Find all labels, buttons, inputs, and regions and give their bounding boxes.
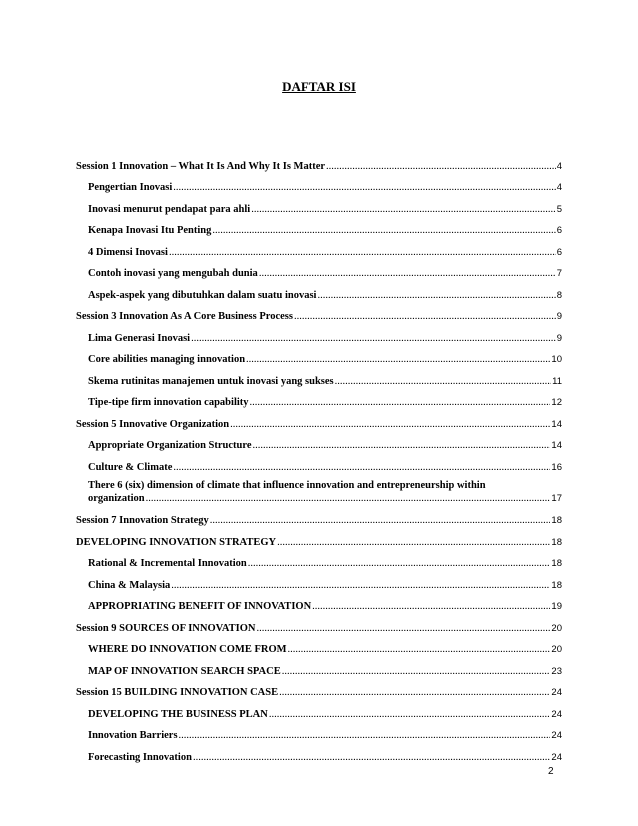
toc-dot-leader bbox=[257, 623, 551, 634]
toc-dot-leader bbox=[248, 558, 551, 569]
toc-entry[interactable] bbox=[76, 215, 562, 237]
toc-entry[interactable] bbox=[76, 172, 562, 194]
toc-entry-title: Forecasting Innovation bbox=[88, 751, 192, 763]
toc-entry-title: China & Malaysia bbox=[88, 579, 171, 591]
toc-entry[interactable] bbox=[76, 236, 562, 258]
toc-entry-title: There 6 (six) dimension of climate that influence innovation and entrepreneurship within bbox=[88, 479, 486, 491]
toc-dot-leader bbox=[246, 354, 550, 365]
toc-entry-page: 5 bbox=[556, 203, 562, 215]
toc-dot-leader bbox=[250, 397, 551, 408]
toc-dot-leader bbox=[277, 537, 550, 548]
toc-dot-leader bbox=[269, 709, 551, 720]
toc-entry[interactable] bbox=[76, 591, 562, 613]
toc-entry[interactable] bbox=[76, 408, 562, 430]
toc-entry-page: 18 bbox=[551, 558, 562, 569]
toc-entry[interactable] bbox=[76, 258, 562, 280]
toc-entry-title: DEVELOPING THE BUSINESS PLAN bbox=[88, 708, 268, 720]
toc-entry-title: Core abilities managing innovation bbox=[88, 354, 246, 365]
toc-entry-title: Innovation Barriers bbox=[88, 730, 178, 741]
toc-entry-title: Session 9 SOURCES OF INNOVATION bbox=[76, 622, 256, 634]
toc-entry-title: APPROPRIATING BENEFIT OF INNOVATION bbox=[88, 601, 312, 612]
toc-entry-page: 20 bbox=[551, 644, 562, 655]
toc-entry-page: 18 bbox=[551, 515, 562, 526]
toc-dot-leader bbox=[146, 492, 551, 505]
toc-dot-leader bbox=[251, 204, 556, 215]
toc-entry[interactable] bbox=[76, 365, 562, 387]
toc-entry-page: 6 bbox=[556, 246, 562, 258]
toc-entry[interactable] bbox=[76, 430, 562, 452]
toc-dot-leader bbox=[173, 462, 550, 473]
toc-dot-leader bbox=[317, 290, 555, 301]
toc-entry-page: 9 bbox=[556, 311, 562, 322]
toc-entry-page: 24 bbox=[551, 751, 562, 763]
toc-entry-page: 6 bbox=[556, 225, 562, 236]
toc-dot-leader bbox=[193, 752, 550, 763]
toc-entry-page: 12 bbox=[551, 397, 562, 408]
table-of-contents bbox=[76, 150, 562, 763]
toc-entry[interactable] bbox=[76, 569, 562, 591]
toc-entry-page: 18 bbox=[551, 536, 562, 548]
toc-entry-page: 24 bbox=[551, 708, 562, 720]
toc-dot-leader bbox=[326, 161, 556, 172]
toc-entry-page: 20 bbox=[551, 622, 562, 634]
toc-entry[interactable] bbox=[76, 526, 562, 548]
toc-entry-title: Tipe-tipe firm innovation capability bbox=[88, 397, 249, 408]
toc-entry-title: Session 3 Innovation As A Core Business Process bbox=[76, 311, 293, 322]
toc-entry[interactable] bbox=[76, 301, 562, 323]
toc-entry-title: Skema rutinitas manajemen untuk inovasi yang sukses bbox=[88, 375, 334, 387]
toc-entry-page: 17 bbox=[551, 492, 562, 504]
toc-entry-page: 23 bbox=[551, 665, 562, 677]
toc-entry-page: 4 bbox=[556, 160, 562, 172]
toc-entry-title: Lima Generasi Inovasi bbox=[88, 332, 191, 344]
toc-entry[interactable] bbox=[76, 193, 562, 215]
toc-dot-leader bbox=[259, 268, 556, 279]
toc-dot-leader bbox=[179, 730, 551, 741]
toc-dot-leader bbox=[253, 440, 551, 451]
toc-dot-leader bbox=[173, 182, 555, 193]
toc-dot-leader bbox=[282, 666, 551, 677]
toc-entry[interactable] bbox=[76, 451, 562, 473]
toc-dot-leader bbox=[288, 644, 551, 655]
toc-dot-leader bbox=[335, 376, 551, 387]
toc-entry[interactable] bbox=[76, 677, 562, 699]
toc-entry[interactable] bbox=[76, 655, 562, 677]
toc-entry[interactable] bbox=[76, 344, 562, 366]
toc-entry[interactable] bbox=[76, 279, 562, 301]
toc-dot-leader bbox=[230, 419, 550, 430]
toc-entry-page: 19 bbox=[551, 601, 562, 612]
toc-entry-title: 4 Dimensi Inovasi bbox=[88, 246, 168, 258]
toc-entry-title: Culture & Climate bbox=[88, 461, 173, 473]
toc-entry[interactable] bbox=[76, 387, 562, 409]
toc-entry-title: WHERE DO INNOVATION COME FROM bbox=[88, 644, 287, 655]
toc-entry-title: Session 1 Innovation – What It Is And Why It Is Matter bbox=[76, 160, 326, 172]
toc-dot-leader bbox=[169, 247, 556, 258]
toc-entry-title: Session 5 Innovative Organization bbox=[76, 418, 230, 430]
toc-entry[interactable] bbox=[76, 473, 562, 505]
toc-entry-page: 16 bbox=[551, 461, 562, 473]
toc-dot-leader bbox=[294, 311, 556, 322]
page-number: 2 bbox=[548, 766, 554, 777]
toc-dot-leader bbox=[279, 687, 550, 698]
toc-entry-title: Aspek-aspek yang dibutuhkan dalam suatu inovasi bbox=[88, 289, 317, 301]
toc-dot-leader bbox=[191, 333, 556, 344]
toc-entry-page: 7 bbox=[556, 268, 562, 279]
toc-entry[interactable] bbox=[76, 698, 562, 720]
toc-entry-page: 14 bbox=[551, 418, 562, 430]
toc-entry[interactable] bbox=[76, 612, 562, 634]
toc-entry[interactable] bbox=[76, 720, 562, 742]
toc-entry[interactable] bbox=[76, 322, 562, 344]
toc-dot-leader bbox=[210, 515, 551, 526]
toc-entry-title: DEVELOPING INNOVATION STRATEGY bbox=[76, 536, 277, 548]
toc-entry[interactable] bbox=[76, 505, 562, 527]
toc-entry-title: Kenapa Inovasi Itu Penting bbox=[88, 225, 212, 236]
toc-dot-leader bbox=[312, 601, 550, 612]
toc-entry-title: Appropriate Organization Structure bbox=[88, 440, 252, 451]
toc-entry[interactable] bbox=[76, 634, 562, 656]
toc-entry-page: 18 bbox=[551, 579, 562, 591]
toc-entry-title: Contoh inovasi yang mengubah dunia bbox=[88, 268, 258, 279]
toc-dot-leader bbox=[171, 580, 550, 591]
toc-entry-line2 bbox=[88, 492, 562, 505]
toc-entry-page: 14 bbox=[551, 440, 562, 451]
toc-entry-title: Inovasi menurut pendapat para ahli bbox=[88, 203, 251, 215]
toc-entry-title: Pengertian Inovasi bbox=[88, 182, 173, 193]
page-title: DAFTAR ISI bbox=[282, 79, 356, 94]
toc-entry-page: 9 bbox=[556, 332, 562, 344]
toc-entry-title-continued: organization bbox=[88, 492, 145, 504]
toc-entry-title: Session 7 Innovation Strategy bbox=[76, 515, 209, 526]
toc-entry-title: Rational & Incremental Innovation bbox=[88, 558, 247, 569]
toc-entry-page: 24 bbox=[551, 687, 562, 698]
toc-entry-page: 11 bbox=[552, 375, 562, 387]
toc-entry[interactable] bbox=[76, 741, 562, 763]
toc-entry-page: 8 bbox=[556, 289, 562, 301]
toc-entry-title: Session 15 BUILDING INNOVATION CASE bbox=[76, 687, 279, 698]
toc-entry-title: MAP OF INNOVATION SEARCH SPACE bbox=[88, 665, 281, 677]
toc-entry[interactable] bbox=[76, 548, 562, 570]
toc-dot-leader bbox=[212, 225, 555, 236]
toc-entry[interactable] bbox=[76, 150, 562, 172]
toc-entry-page: 4 bbox=[556, 182, 562, 193]
toc-entry-page: 10 bbox=[551, 354, 562, 365]
toc-entry-page: 24 bbox=[551, 730, 562, 741]
